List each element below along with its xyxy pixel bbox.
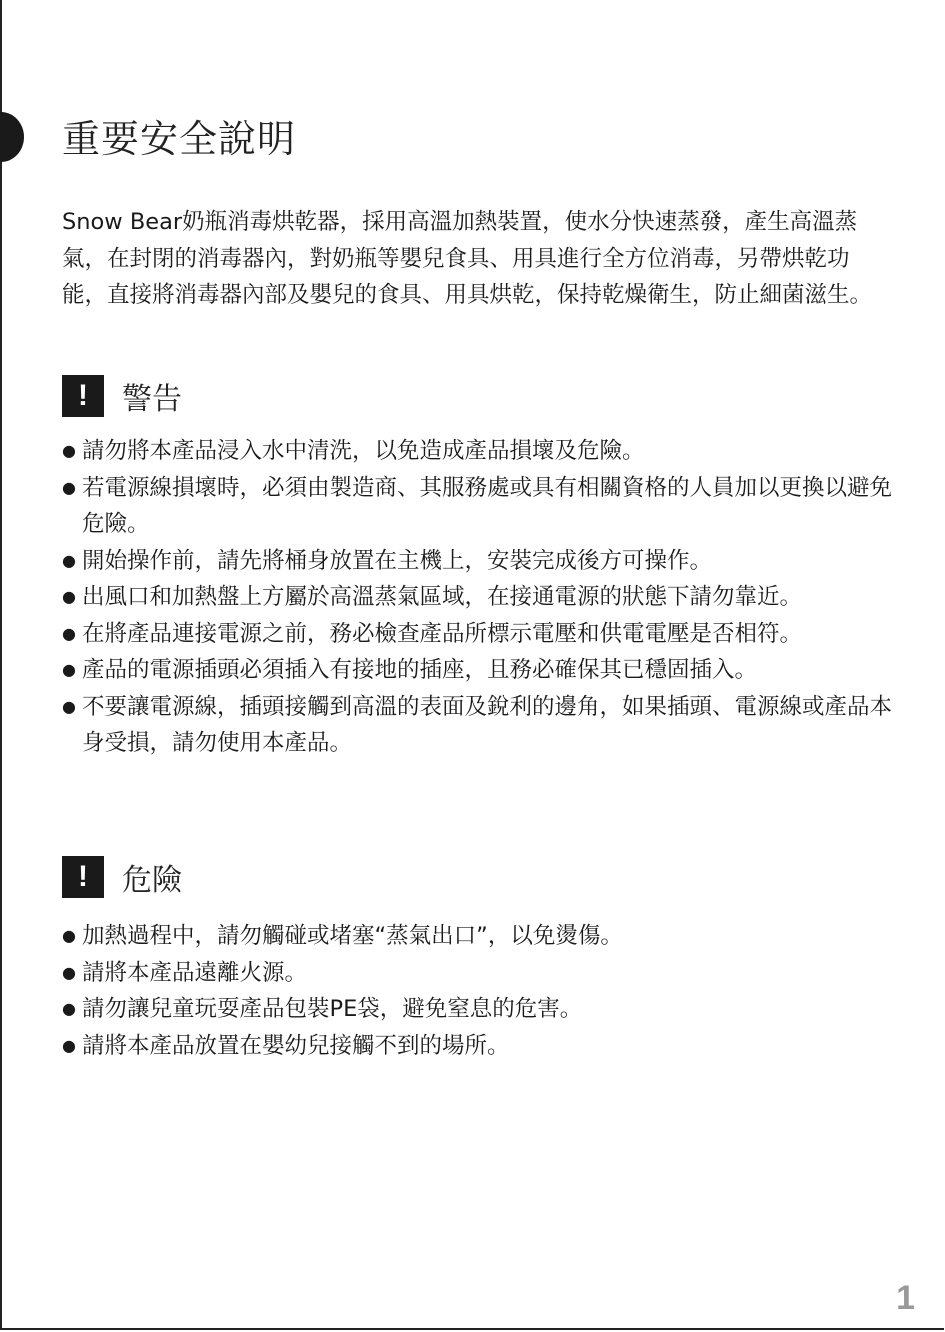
danger-list [62,918,892,1064]
bullet-icon: ● [62,623,76,643]
list-item [62,689,892,762]
exclamation-icon: ! [62,856,104,898]
danger-heading [62,855,182,899]
list-item [62,543,892,580]
intro-paragraph: Snow Bear奶瓶消毒烘乾器，採用高溫加熱裝置，使水分快速蒸發，產生高溫蒸氣，在封閉的消毒器內，對奶瓶等嬰兒食具、用具進行全方位消毒，另帶烘乾功能，直接將消毒器內部及嬰兒的食具、用具烘乾，保持乾燥衛生，防止細菌滋生。 [62,209,873,308]
list-item [62,955,892,992]
list-item-text: 出風口和加熱盤上方屬於高溫蒸氣區域，在接通電源的狀態下請勿靠近。 [82,584,803,610]
list-item [62,616,892,653]
bullet-icon: ● [62,926,76,945]
bullet-icon: ● [62,441,76,460]
warning-title: 警告 [122,382,182,417]
bullet-icon: ● [62,696,76,716]
exclamation-icon: ! [62,375,104,417]
danger-title: 危險 [122,863,182,898]
list-item [62,579,892,616]
bullet-icon: ● [62,999,76,1018]
list-item-text: 若電源線損壞時，必須由製造商、其服務處或具有相關資格的人員加以更換以避免危險。 [82,474,893,537]
page-number: 1 [896,1279,915,1317]
list-item-text: 不要讓電源線，插頭接觸到高溫的表面及銳利的邊角，如果插頭、電源線或產品本身受損，請勿使用本產品。 [82,693,893,756]
page-title: 重要安全說明 [62,117,297,161]
list-item [62,433,892,470]
list-item-text: 在將產品連接電源之前，務必檢查產品所標示電壓和供電電壓是否相符。 [82,620,803,647]
bullet-icon: ● [62,962,76,982]
list-item-text: 請將本產品遠離火源。 [82,959,308,986]
bullet-icon: ● [62,550,76,570]
bullet-icon: ● [62,660,76,679]
list-item [62,918,892,955]
list-item-text: 開始操作前，請先將桶身放置在主機上，安裝完成後方可操作。 [82,547,713,574]
list-item [62,470,892,543]
bullet-icon: ● [62,587,76,606]
list-item-text: 請將本產品放置在嬰幼兒接觸不到的場所。 [82,1032,510,1059]
bullet-icon: ● [62,477,76,497]
warning-heading [62,374,182,418]
warning-list [62,433,892,762]
bullet-icon: ● [62,1035,76,1055]
list-item-text: 產品的電源插頭必須插入有接地的插座，且務必確保其已穩固插入。 [82,657,758,683]
list-item [62,1028,892,1065]
list-item-text: 請勿將本產品浸入水中清洗，以免造成產品損壞及危險。 [82,438,645,464]
list-item-text: 請勿讓兒童玩耍產品包裝PE袋，避免窒息的危害。 [82,996,583,1022]
list-item-text: 加熱過程中，請勿觸碰或堵塞“蒸氣出口”，以免燙傷。 [82,923,623,949]
list-item [62,991,892,1028]
list-item [62,652,892,689]
